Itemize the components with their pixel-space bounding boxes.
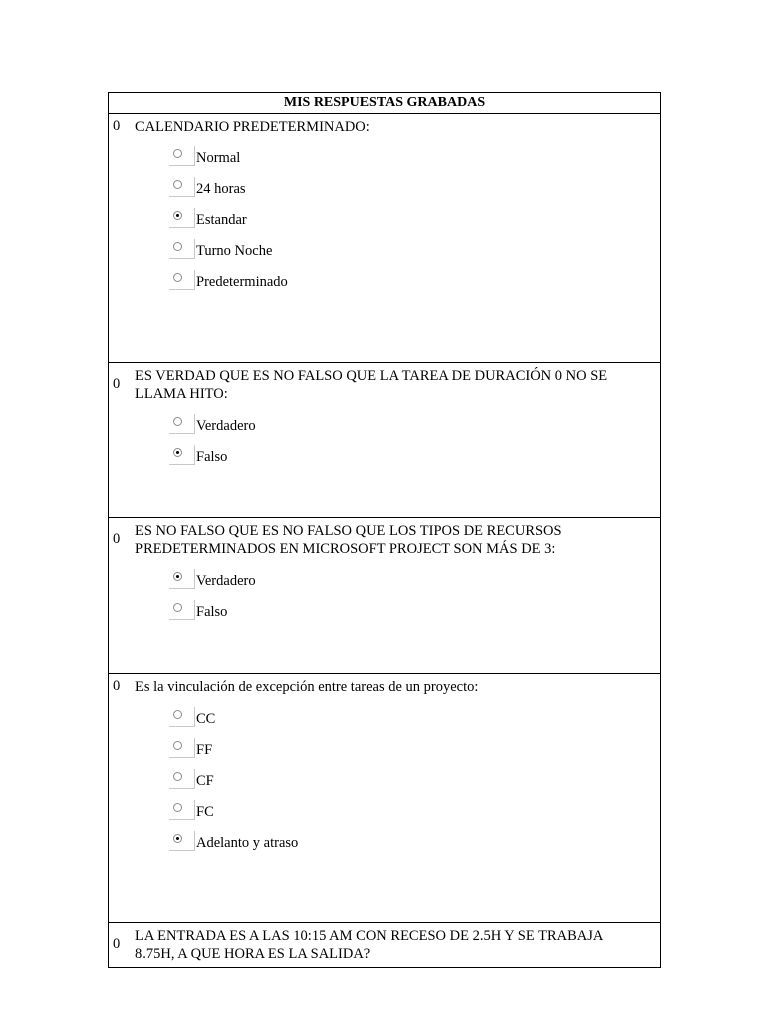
radio-button[interactable] — [173, 180, 182, 189]
field-line — [194, 738, 195, 757]
option-label: Predeterminado — [196, 274, 288, 290]
question-row — [109, 923, 660, 968]
radio-button-selected[interactable] — [173, 834, 182, 843]
field-line — [169, 196, 195, 197]
radio-button[interactable] — [173, 149, 182, 158]
field-line — [169, 433, 195, 434]
radio-button[interactable] — [173, 273, 182, 282]
field-line — [194, 414, 195, 433]
option-label: Verdadero — [196, 573, 256, 589]
option-label: Falso — [196, 449, 228, 465]
option-label: Verdadero — [196, 418, 256, 434]
field-line — [169, 757, 195, 758]
option-label: Normal — [196, 150, 241, 166]
field-line — [169, 819, 195, 820]
radio-button-selected[interactable] — [173, 572, 182, 581]
option-label: FC — [196, 804, 214, 820]
field-line — [194, 831, 195, 850]
field-line — [169, 788, 195, 789]
field-line — [194, 239, 195, 258]
question-row — [109, 518, 660, 674]
field-line — [194, 146, 195, 165]
field-line — [194, 270, 195, 289]
table-title: MIS RESPUESTAS GRABADAS — [109, 93, 660, 114]
option-label: Adelanto y atraso — [196, 835, 299, 851]
question-row — [109, 114, 660, 363]
option-label: CF — [196, 773, 214, 789]
question-score: 0 — [113, 678, 121, 694]
option-label: 24 horas — [196, 181, 246, 197]
field-line — [194, 800, 195, 819]
question-score: 0 — [113, 376, 121, 392]
question-score: 0 — [113, 531, 121, 547]
field-line — [194, 600, 195, 619]
field-line — [194, 177, 195, 196]
radio-button-selected[interactable] — [173, 448, 182, 457]
option-label: Falso — [196, 604, 228, 620]
field-line — [169, 850, 195, 851]
field-line — [169, 726, 195, 727]
radio-button-selected[interactable] — [173, 211, 182, 220]
radio-button[interactable] — [173, 772, 182, 781]
field-line — [194, 445, 195, 464]
radio-button[interactable] — [173, 242, 182, 251]
question-row — [109, 363, 660, 518]
field-line — [194, 707, 195, 726]
field-line — [169, 619, 195, 620]
field-line — [194, 769, 195, 788]
field-line — [169, 227, 195, 228]
answers-table — [108, 92, 661, 968]
option-label: Turno Noche — [196, 243, 273, 259]
question-text: LA ENTRADA ES A LAS 10:15 AM CON RECESO DE 2.5H Y SE TRABAJA 8.75H, A QUE HORA ES LA SALIDA? — [135, 928, 603, 962]
field-line — [169, 165, 195, 166]
question-text: ES VERDAD QUE ES NO FALSO QUE LA TAREA DE DURACIÓN 0 NO SE LLAMA HITO: — [135, 368, 608, 402]
field-line — [194, 208, 195, 227]
question-score: 0 — [113, 118, 121, 134]
option-label: FF — [196, 742, 213, 758]
field-line — [169, 289, 195, 290]
radio-button[interactable] — [173, 603, 182, 612]
radio-button[interactable] — [173, 741, 182, 750]
option-label: Estandar — [196, 212, 247, 228]
question-row — [109, 674, 660, 923]
question-score: 0 — [113, 936, 121, 952]
radio-button[interactable] — [173, 803, 182, 812]
field-line — [194, 569, 195, 588]
radio-button[interactable] — [173, 710, 182, 719]
field-line — [169, 588, 195, 589]
radio-button[interactable] — [173, 417, 182, 426]
field-line — [169, 258, 195, 259]
question-text: ES NO FALSO QUE ES NO FALSO QUE LOS TIPOS DE RECURSOS PREDETERMINADOS EN MICROSOFT PROJECT SON MÁS DE 3: — [135, 523, 562, 557]
field-line — [169, 464, 195, 465]
option-label: CC — [196, 711, 216, 727]
question-text: Es la vinculación de excepción entre tareas de un proyecto: — [135, 679, 479, 695]
question-text: CALENDARIO PREDETERMINADO: — [135, 119, 370, 135]
